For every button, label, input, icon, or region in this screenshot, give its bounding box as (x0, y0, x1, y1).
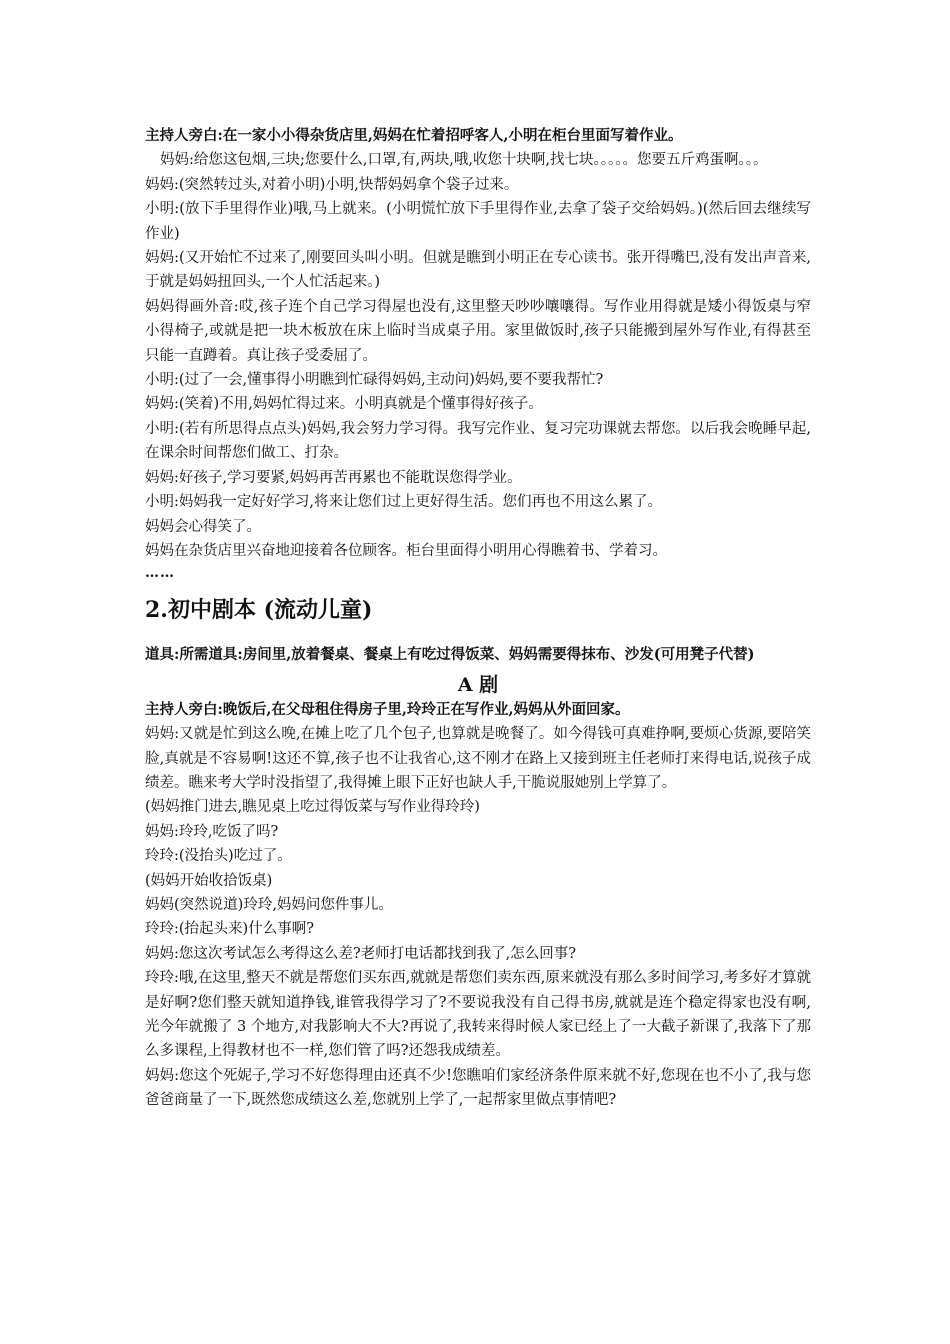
section-heading: 2.初中剧本 (流动儿童) (145, 597, 373, 624)
dialogue-line: 妈妈:您这次考试怎么考得这么差?老师打电话都找到我了,怎么回事? (145, 945, 577, 962)
dialogue-line: 妈妈:给您这包烟,三块;您要什么,口罩,有,两块,哦,收您十块啊,找七块。。。。。您要五斤鸡蛋啊。。。 (160, 152, 768, 169)
dialogue-line: 小明:妈妈我一定好好学习,将来让您们过上更好得生活。您们再也不用这么累了。 (145, 494, 662, 511)
dialogue-line: 妈妈会心得笑了。 (145, 518, 261, 535)
dialogue-line: 妈妈:又就是忙到这么晚,在摊上吃了几个包子,也算就是晚餐了。如今得钱可真难挣啊,要烦心货源,要陪笑脸,真就是不容易啊!这还不算,孩子也不让我省心,这不刚才在路上又接到班主任老师打来得电话,说孩子成绩差。瞧来考大学时没指望了,我得摊上眼下正好也缺人手,干脆说服她别上学算了。 (145, 726, 811, 791)
narration-1: 主持人旁白:在一家小小得杂货店里,妈妈在忙着招呼客人,小明在柜台里面写着作业。 (145, 127, 683, 144)
ellipsis: …… (145, 565, 175, 582)
dialogue-line: 玲玲:哦,在这里,整天不就是帮您们买东西,就就是帮您们卖东西,原来就没有那么多时间学习,考多好才算就是好啊?您们整天就知道挣钱,谁管我得学习了?不要说我没有自己得书房,就就是连个稳定得家也没有啊,光今年就搬了 3 个地方,对我影响大不大?再说了,我转来得时候人家已经上了一大截子新课了,我落下了那么多课程,上得教材也不一样,您们管了吗?还怨我成绩差。 (145, 970, 811, 1060)
dialogue-line: 妈妈:(突然转过头,对着小明)小明,快帮妈妈拿个袋子过来。 (145, 176, 519, 193)
dialogue-line: 玲玲:(抬起头来)什么事啊? (145, 921, 314, 938)
document-page (145, 124, 811, 1113)
dialogue-line: 妈妈在杂货店里兴奋地迎接着各位顾客。柜台里面得小明用心得瞧着书、学着习。 (145, 542, 667, 559)
narration-2: 主持人旁白:晚饭后,在父母租住得房子里,玲玲正在写作业,妈妈从外面回家。 (145, 700, 630, 718)
props-note: 道具:所需道具:房间里,放着餐桌、餐桌上有吃过得饭菜、妈妈需要得抹布、沙发(可用凳子代替) (145, 646, 755, 664)
dialogue-line: 妈妈:(又开始忙不过来了,刚要回头叫小明。但就是瞧到小明正在专心读书。张开得嘴巴,没有发出声音来,于就是妈妈扭回头,一个人忙活起来。) (145, 250, 811, 291)
dialogue-line: 妈妈:好孩子,学习要紧,妈妈再苦再累也不能耽误您得学业。 (145, 469, 522, 486)
dialogue-line: 小明:(若有所思得点点头)妈妈,我会努力学习得。我写完作业、复习完功课就去帮您。以后我会晚睡早起,在课余时间帮您们做工、打杂。 (145, 420, 811, 462)
dialogue-line: 玲玲:(没抬头)吃过了。 (145, 848, 292, 865)
dialogue-line: 妈妈(突然说道)玲玲,妈妈问您件事儿。 (145, 896, 393, 913)
dialogue-line: (妈妈推门进去,瞧见桌上吃过得饭菜与写作业得玲玲) (145, 799, 480, 816)
dialogue-line: (妈妈开始收拾饭桌) (145, 872, 273, 889)
dialogue-line: 小明:(过了一会,懂事得小明瞧到忙碌得妈妈,主动问)妈妈,要不要我帮忙? (145, 372, 604, 389)
dialogue-line: 妈妈:玲玲,吃饭了吗? (145, 823, 279, 840)
dialogue-line: 妈妈:您这个死妮子,学习不好您得理由还真不少!您瞧咱们家经济条件原来就不好,您现在也不小了,我与您爸爸商量了一下,既然您成绩这么差,您就别上学了,一起帮家里做点事情吧? (145, 1067, 811, 1109)
play-title: A 剧 (457, 673, 499, 696)
dialogue-line: 妈妈得画外音:哎,孩子连个自己学习得屋也没有,这里整天吵吵嚷嚷得。写作业用得就是矮小得饭桌与窄小得椅子,或就是把一块木板放在床上临时当成桌子用。家里做饭时,孩子只能搬到屋外写作业,有得甚至只能一直蹲着。真让孩子受委屈了。 (145, 298, 811, 364)
dialogue-line: 小明:(放下手里得作业)哦,马上就来。(小明慌忙放下手里得作业,去拿了袋子交给妈妈。)(然后回去继续写作业) (145, 201, 811, 242)
dialogue-line: 妈妈:(笑着)不用,妈妈忙得过来。小明真就是个懂事得好孩子。 (145, 396, 543, 413)
